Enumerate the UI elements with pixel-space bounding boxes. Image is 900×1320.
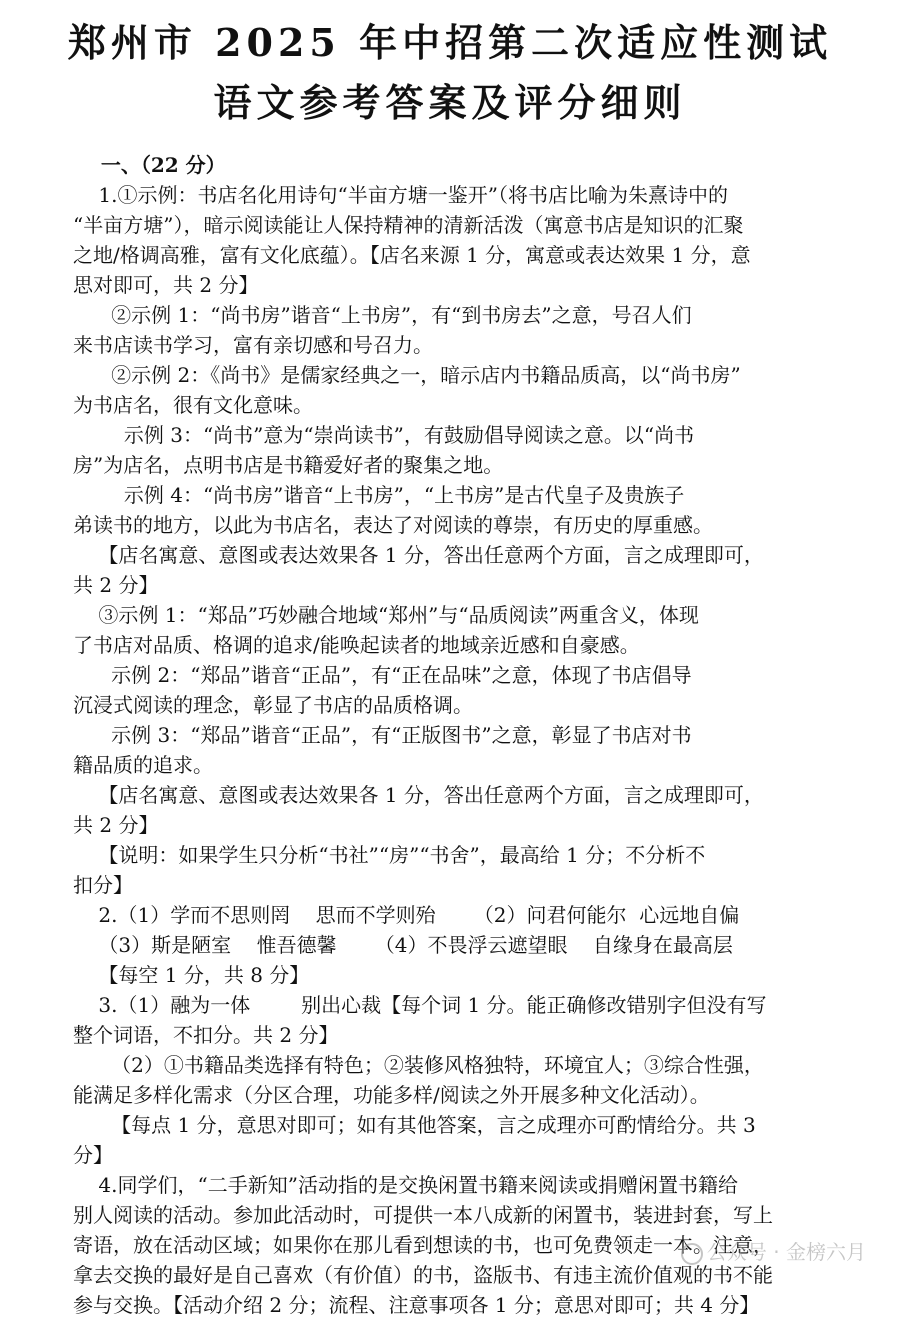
text-line: 来书店读书学习，富有亲切感和号召力。 <box>73 333 433 357</box>
text-line: 拿去交换的最好是自己喜欢（有价值）的书，盗版书、有违主流价值观的书不能 <box>73 1263 773 1287</box>
text-line: 了书店对品质、格调的追求/能唤起读者的地域亲近感和自豪感。 <box>73 633 640 657</box>
text-line: 【店名寓意、意图或表达效果各 1 分，答出任意两个方面，言之成理即可， <box>73 783 764 807</box>
text-line: 思对即可，共 2 分】 <box>73 273 259 297</box>
text-line: 共 2 分】 <box>73 573 159 597</box>
text-line: 为书店名，很有文化意味。 <box>73 393 313 417</box>
text-line: “半亩方塘”），暗示阅读能让人保持精神的清新活泼（寓意书店是知识的汇聚 <box>73 213 744 237</box>
text-line: ③示例 1：“郑品”巧妙融合地域“郑州”与“品质阅读”两重含义，体现 <box>73 603 699 627</box>
text-line: 【每点 1 分，意思对即可；如有其他答案，言之成理亦可酌情给分。共 3 <box>73 1113 756 1137</box>
text-line: 别人阅读的活动。参加此活动时，可提供一本八成新的闲置书，装进封套，写上 <box>73 1203 773 1227</box>
text-line: 沉浸式阅读的理念，彰显了书店的品质格调。 <box>73 693 473 717</box>
text-line: 分】 <box>73 1143 113 1167</box>
text-line: 扣分】 <box>73 873 133 897</box>
text-line: 3.（1）融为一体 别出心裁【每个词 1 分。能正确修改错别字但没有写 <box>73 993 767 1017</box>
text-line: 弟读书的地方，以此为书店名，表达了对阅读的尊崇，有历史的厚重感。 <box>73 513 713 537</box>
watermark-text: 公众号 · 金榜六月 <box>706 1240 866 1264</box>
watermark <box>681 1236 866 1265</box>
document-title-line2: 语文参考答案及评分细则 <box>213 80 687 125</box>
text-line: 能满足多样化需求（分区合理，功能多样/阅读之外开展多种文化活动）。 <box>73 1083 710 1107</box>
text-line: 示例 3：“郑品”谐音“正品”，有“正版图书”之意，彰显了书店对书 <box>73 723 692 747</box>
section-heading: 一、（22 分） <box>73 153 226 177</box>
document-title-line1: 郑州市 2025 年中招第二次适应性测试 <box>67 20 833 65</box>
text-line: ②示例 2：《尚书》是儒家经典之一，暗示店内书籍品质高，以“尚书房” <box>73 363 741 387</box>
text-line: 示例 4：“尚书房”谐音“上书房”，“上书房”是古代皇子及贵族子 <box>73 483 685 507</box>
text-line: 示例 2：“郑品”谐音“正品”，有“正在品味”之意，体现了书店倡导 <box>73 663 692 687</box>
text-line: 房”为店名，点明书店是书籍爱好者的聚集之地。 <box>73 453 504 477</box>
wechat-icon <box>681 1243 703 1265</box>
text-line: （3）斯是陋室 惟吾德馨 （4）不畏浮云遮望眼 自缘身在最高层 <box>73 933 733 957</box>
text-line: 共 2 分】 <box>73 813 159 837</box>
text-line: 1.①示例：书店名化用诗句“半亩方塘一鉴开”（将书店比喻为朱熹诗中的 <box>73 183 728 207</box>
text-line: 参与交换。【活动介绍 2 分；流程、注意事项各 1 分；意思对即可；共 4 分】 <box>73 1293 760 1317</box>
text-line: 4.同学们，“二手新知”活动指的是交换闲置书籍来阅读或捐赠闲置书籍给 <box>73 1173 738 1197</box>
answer-body <box>73 150 833 1320</box>
text-line: ②示例 1：“尚书房”谐音“上书房”，有“到书房去”之意，号召人们 <box>73 303 692 327</box>
text-line: 2.（1）学而不思则罔 思而不学则殆 （2）问君何能尔 心远地自偏 <box>73 903 740 927</box>
text-line: 示例 3：“尚书”意为“崇尚读书”，有鼓励倡导阅读之意。以“尚书 <box>73 423 695 447</box>
text-line: 【店名寓意、意图或表达效果各 1 分，答出任意两个方面，言之成理即可， <box>73 543 764 567</box>
text-line: （2）①书籍品类选择有特色；②装修风格独特，环境宜人；③综合性强， <box>73 1053 764 1077</box>
text-line: 【说明：如果学生只分析“书社”“房”“书舍”，最高给 1 分；不分析不 <box>73 843 706 867</box>
text-line: 之地/格调高雅，富有文化底蕴）。【店名来源 1 分，寓意或表达效果 1 分，意 <box>73 243 751 267</box>
text-line: 寄语，放在活动区域；如果你在那儿看到想读的书，也可免费领走一本。注意， <box>73 1233 773 1257</box>
text-line: 整个词语，不扣分。共 2 分】 <box>73 1023 339 1047</box>
text-line: 籍品质的追求。 <box>73 753 213 777</box>
text-line: 【每空 1 分，共 8 分】 <box>73 963 310 987</box>
